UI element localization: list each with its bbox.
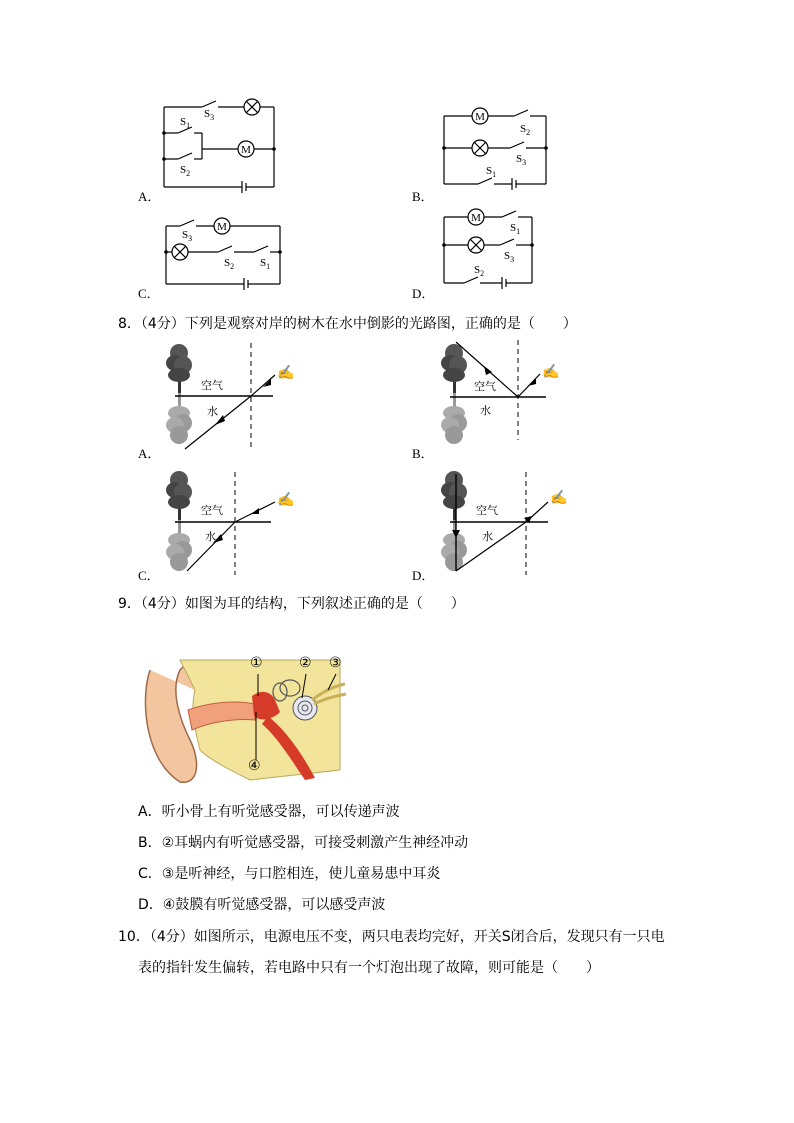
svg-text:S2: $S_2$ xyxy=(224,257,235,271)
svg-text:S1: $S_1$ xyxy=(260,257,271,271)
option-c-label: C． xyxy=(138,286,160,301)
question-10-stem-line2: 表的指针发生偏转，若电路中只有一个灯泡出现了故障，则可能是（ ） xyxy=(138,960,600,976)
svg-text:S2: $S_2$ xyxy=(180,164,191,178)
q9-option-b: B．②耳蜗内有听觉感受器，可接受刺激产生神经冲动 xyxy=(138,835,469,851)
svg-text:水: 水 xyxy=(480,404,491,417)
svg-text:S3: $S_3$ xyxy=(182,229,193,243)
q9-option-c: C．③是听神经，与口腔相连，使儿童易患中耳炎 xyxy=(138,866,441,882)
circuit-c xyxy=(160,212,285,292)
ear-label-3: ③ xyxy=(329,655,342,671)
svg-text:S1: $S_1$ xyxy=(510,222,521,236)
question-8-stem: 8．（4分）下列是观察对岸的树木在水中倒影的光路图，正确的是（ ） xyxy=(118,316,577,332)
svg-text:S1: $S_1$ xyxy=(180,116,191,130)
svg-text:S2: $S_2$ xyxy=(474,264,485,278)
q9-option-a: A．听小骨上有听觉感受器，可以传递声波 xyxy=(138,804,400,820)
svg-text:✍: ✍ xyxy=(277,366,295,381)
ear-label-1: ① xyxy=(250,655,263,671)
svg-text:S3: $S_3$ xyxy=(504,250,515,264)
svg-text:S1: $S_1$ xyxy=(486,165,497,179)
svg-text:空气: 空气 xyxy=(476,504,498,517)
svg-text:✍: ✍ xyxy=(277,493,295,508)
q8-option-c: C． xyxy=(138,568,160,583)
light-path-diagram-b xyxy=(440,340,570,450)
svg-text:水: 水 xyxy=(482,530,493,543)
svg-text:S3: $S_3$ xyxy=(516,153,527,167)
ear-label-2: ② xyxy=(299,655,312,671)
ear-label-4: ④ xyxy=(248,758,261,774)
svg-text:S3: $S_3$ xyxy=(204,108,215,122)
q8-option-a: A． xyxy=(138,446,161,461)
svg-text:S2: $S_2$ xyxy=(520,123,531,137)
svg-text:M: M xyxy=(471,212,481,224)
svg-text:✍: ✍ xyxy=(550,491,568,506)
option-d-label: D． xyxy=(412,286,435,301)
question-10-stem-line1: 10．（4分）如图所示，电源电压不变，两只电表均完好，开关S闭合后，发现只有一只电 xyxy=(118,929,665,945)
q8-option-d: D． xyxy=(412,568,435,583)
circuit-b xyxy=(440,104,555,190)
option-a-label: A． xyxy=(138,189,161,204)
svg-text:空气: 空气 xyxy=(474,380,496,393)
svg-text:空气: 空气 xyxy=(201,504,223,517)
svg-text:空气: 空气 xyxy=(201,379,223,392)
svg-text:✍: ✍ xyxy=(542,365,560,380)
q8-option-b: B． xyxy=(412,446,434,461)
svg-text:M: M xyxy=(217,221,227,233)
light-path-diagram-a xyxy=(165,343,300,453)
option-b-label: B． xyxy=(412,189,434,204)
question-9-stem: 9．（4分）如图为耳的结构，下列叙述正确的是（ ） xyxy=(118,596,465,612)
svg-text:M: M xyxy=(475,111,485,123)
motor-symbol: M xyxy=(241,144,251,156)
svg-text:水: 水 xyxy=(205,530,216,543)
circuit-a xyxy=(160,95,280,195)
q9-option-d: D．④鼓膜有听觉感受器，可以感受声波 xyxy=(138,897,386,913)
light-path-diagram-c xyxy=(165,470,300,580)
light-path-diagram-d xyxy=(440,470,575,580)
circuit-d xyxy=(440,205,540,290)
svg-text:水: 水 xyxy=(207,405,218,418)
